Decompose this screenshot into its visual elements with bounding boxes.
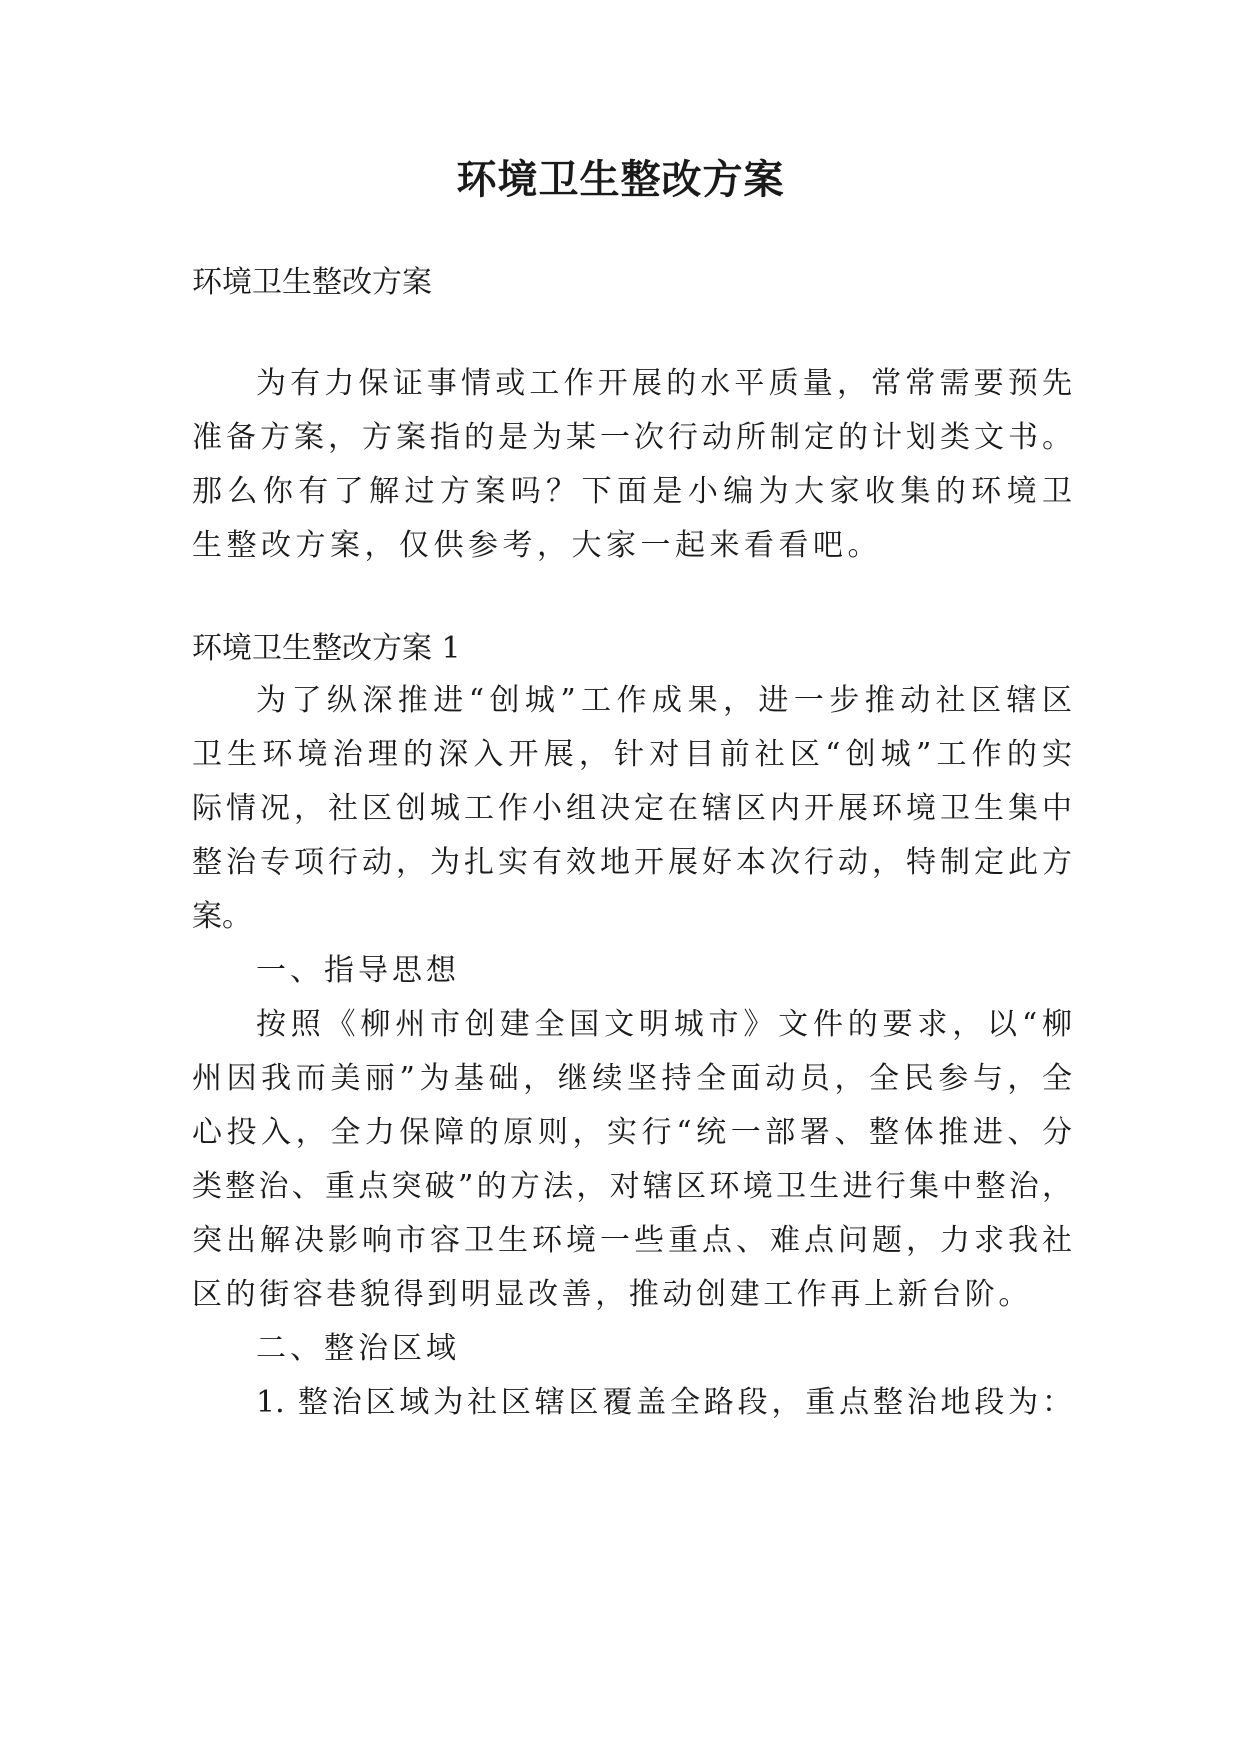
paragraph-line: 按照《柳州市创建全国文明城市》文件的要求，以“柳 bbox=[256, 1007, 1072, 1042]
subheading-guiding-ideology: 一、指导思想 bbox=[256, 953, 460, 988]
paragraph-line: 案。 bbox=[192, 899, 252, 934]
list-item: 1. 整治区域为社区辖区覆盖全路段，重点整治地段为： bbox=[256, 1385, 1072, 1420]
paragraph-line: 卫生环境治理的深入开展，针对目前社区“创城”工作的实 bbox=[192, 737, 1072, 772]
document-title: 环境卫生整改方案 bbox=[456, 156, 785, 203]
intro-line: 那么你有了解过方案吗？下面是小编为大家收集的环境卫 bbox=[192, 474, 1072, 509]
intro-line: 生整改方案，仅供参考，大家一起来看看吧。 bbox=[192, 528, 882, 563]
paragraph-line: 类整治、重点突破”的方法，对辖区环境卫生进行集中整治， bbox=[192, 1169, 1072, 1204]
intro-line: 为有力保证事情或工作开展的水平质量，常常需要预先 bbox=[256, 366, 1072, 401]
section-heading: 环境卫生整改方案 1 bbox=[192, 631, 461, 666]
paragraph-line: 心投入，全力保障的原则，实行“统一部署、整体推进、分 bbox=[192, 1115, 1072, 1150]
paragraph-line: 整治专项行动，为扎实有效地开展好本次行动，特制定此方 bbox=[192, 845, 1072, 880]
paragraph-line: 州因我而美丽”为基础，继续坚持全面动员，全民参与，全 bbox=[192, 1061, 1072, 1096]
paragraph-line: 为了纵深推进“创城”工作成果，进一步推动社区辖区 bbox=[256, 683, 1072, 718]
paragraph-line: 区的街容巷貌得到明显改善，推动创建工作再上新台阶。 bbox=[192, 1277, 1032, 1312]
subheading-rectification-area: 二、整治区域 bbox=[256, 1331, 460, 1366]
document-subtitle: 环境卫生整改方案 bbox=[192, 265, 432, 300]
intro-line: 准备方案，方案指的是为某一次行动所制定的计划类文书。 bbox=[192, 420, 1072, 455]
paragraph-line: 突出解决影响市容卫生环境一些重点、难点问题，力求我社 bbox=[192, 1223, 1072, 1258]
paragraph-line: 际情况，社区创城工作小组决定在辖区内开展环境卫生集中 bbox=[192, 791, 1072, 826]
